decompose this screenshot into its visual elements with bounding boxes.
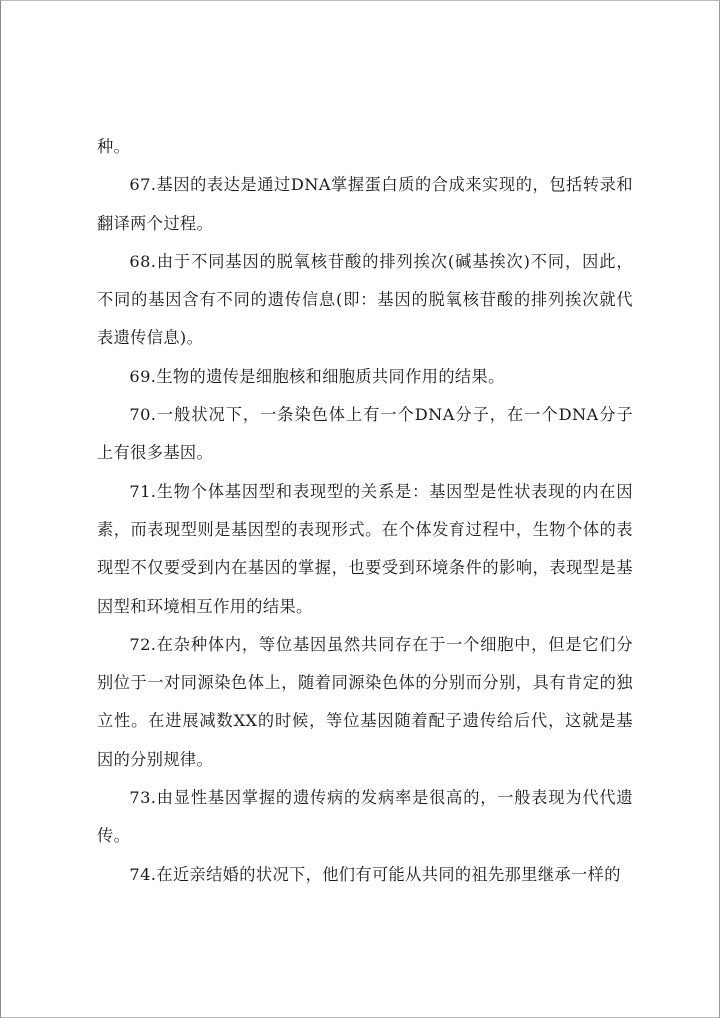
- paragraph-74: 74.在近亲结婚的状况下，他们有可能从共同的祖先那里继承一样的: [129, 864, 621, 884]
- document-body: [97, 128, 633, 894]
- paragraph-68: 68.由于不同基因的脱氧核苷酸的排列挨次(碱基挨次)不同，因此，不同的基因含有不同的遗传信息(即：基因的脱氧核苷酸的排列挨次就代表遗传信息)。: [97, 251, 633, 348]
- paragraph-71: 71.生物个体基因型和表现型的关系是：基因型是性状表现的内在因素，而表现型则是基因型的表现形式。在个体发育过程中，生物个体的表现型不仅要受到内在基因的掌握，也要受到环境条件的影响，表现型是基因型和环境相互作用的结果。: [97, 481, 633, 616]
- paragraph-70: 70.一般状况下，一条染色体上有一个DNA分子，在一个DNA分子上有很多基因。: [97, 405, 633, 463]
- paragraph-72: 72.在杂种体内，等位基因虽然共同存在于一个细胞中，但是它们分别位于一对同源染色体上，随着同源染色体的分别而分别，具有肯定的独立性。在进展减数XX的时候，等位基因随着配子遗传给后代，这就是基因的分别规律。: [97, 634, 633, 769]
- paragraph-69: 69.生物的遗传是细胞核和细胞质共同作用的结果。: [129, 366, 505, 386]
- paragraph-67: 67.基因的表达是通过DNA掌握蛋白质的合成来实现的，包括转录和翻译两个过程。: [97, 175, 633, 233]
- paragraph-continuation: 种。: [97, 137, 131, 156]
- paragraph-73: 73.由显性基因掌握的遗传病的发病率是很高的，一般表现为代代遗传。: [97, 788, 633, 846]
